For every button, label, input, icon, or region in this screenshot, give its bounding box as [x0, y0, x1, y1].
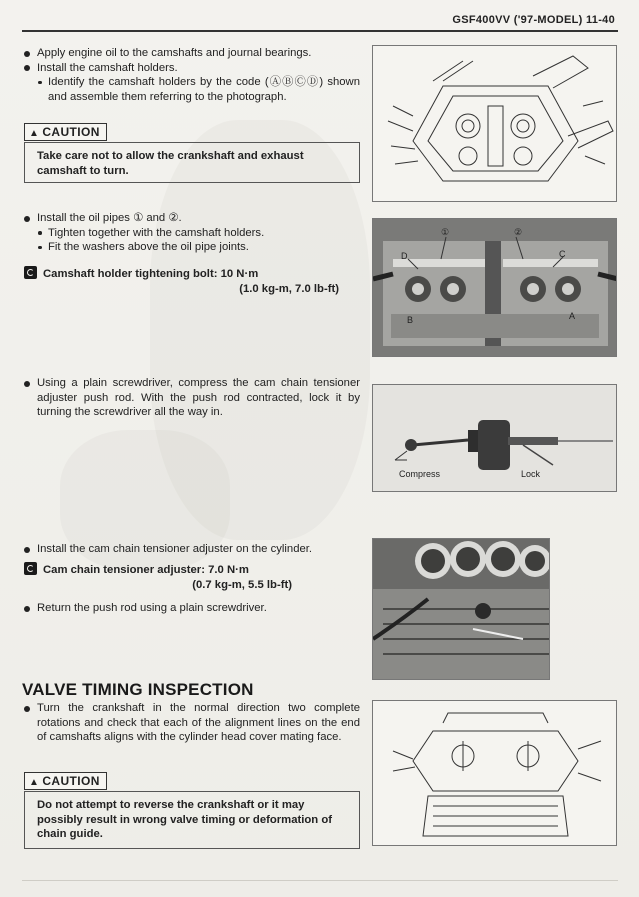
bullet-install-holders: Install the camshaft holders.	[24, 61, 360, 76]
section-camshaft-holders	[24, 46, 360, 104]
caution-box-1: Take care not to allow the crankshaft and exhaust camshaft to turn.	[24, 142, 360, 183]
section-cam-chain-tensioner	[24, 376, 360, 420]
bullet-install-tensioner: Install the cam chain tensioner adjuster on the cylinder.	[24, 542, 360, 557]
page-header: GSF400VV ('97-MODEL) 11-40	[452, 14, 615, 26]
holder-code-d: D	[401, 251, 408, 261]
compress-label: Compress	[399, 469, 441, 479]
camshaft-holders-illustration	[372, 45, 617, 202]
section-valve-timing	[24, 701, 360, 745]
section-title-valve-timing: VALVE TIMING INSPECTION	[22, 680, 254, 699]
sub-bullet-washers: Fit the washers above the oil pipe joints.	[24, 240, 360, 255]
bullet-return-push-rod: Return the push rod using a plain screwdriver.	[24, 601, 360, 616]
oil-pipe-2-marker: ②	[514, 227, 523, 237]
caution-label-2: ▲ CAUTION	[24, 772, 107, 790]
holder-code-a: A	[569, 311, 576, 321]
section-return-push-rod	[24, 601, 360, 616]
header-rule	[22, 30, 618, 32]
torque-values: (0.7 kg-m, 5.5 lb-ft)	[192, 578, 292, 591]
page-bottom-edge	[22, 880, 618, 881]
bullet-apply-oil: Apply engine oil to the camshafts and journal bearings.	[24, 46, 360, 61]
torque-spec-tensioner: Cam chain tensioner adjuster: 7.0 N·m (0.7 kg-m, 5.5 lb-ft)	[24, 562, 292, 592]
tensioner-installed-photo	[372, 538, 550, 680]
holder-code-c: C	[559, 249, 566, 259]
lock-label: Lock	[521, 469, 541, 479]
sub-bullet-tighten: Tighten together with the camshaft holders.	[24, 226, 360, 241]
oil-pipe-1-marker: ①	[441, 227, 450, 237]
torque-wrench-icon	[24, 266, 37, 279]
section-oil-pipes	[24, 211, 360, 255]
bullet-turn-crankshaft: Turn the crankshaft in the normal direction two complete rotations and check that each of the alignment lines on the end of camshafts aligns with the cylinder head cover mating face.	[24, 701, 360, 745]
bullet-compress-push-rod: Using a plain screwdriver, compress the cam chain tensioner adjuster push rod. With the push rod contracted, lock it by turning the screwdriver all the way in.	[24, 376, 360, 420]
warning-triangle-icon: ▲	[29, 128, 40, 139]
caution-box-2: Do not attempt to reverse the crankshaft or it may possibly result in wrong valve timing or deformation of chain guide.	[24, 791, 360, 849]
torque-spec-camshaft-holder: Camshaft holder tightening bolt: 10 N·m (1.0 kg-m, 7.0 lb-ft)	[24, 266, 339, 296]
holder-code-b: B	[407, 315, 414, 325]
caution-label-1: ▲ CAUTION	[24, 123, 107, 141]
tensioner-adjuster-photo	[372, 384, 617, 492]
torque-wrench-icon	[24, 562, 37, 575]
section-install-tensioner	[24, 542, 360, 557]
sub-bullet-identify-holders: Identify the camshaft holders by the code (ⒶⒷⒸⒹ) shown and assemble them referring to the photograph.	[24, 75, 360, 104]
torque-values: (1.0 kg-m, 7.0 lb-ft)	[239, 282, 339, 295]
warning-triangle-icon: ▲	[29, 777, 40, 788]
oil-pipes-photo	[372, 218, 617, 357]
valve-timing-illustration	[372, 700, 617, 846]
bullet-install-oil-pipes: Install the oil pipes ① and ②.	[24, 211, 360, 226]
